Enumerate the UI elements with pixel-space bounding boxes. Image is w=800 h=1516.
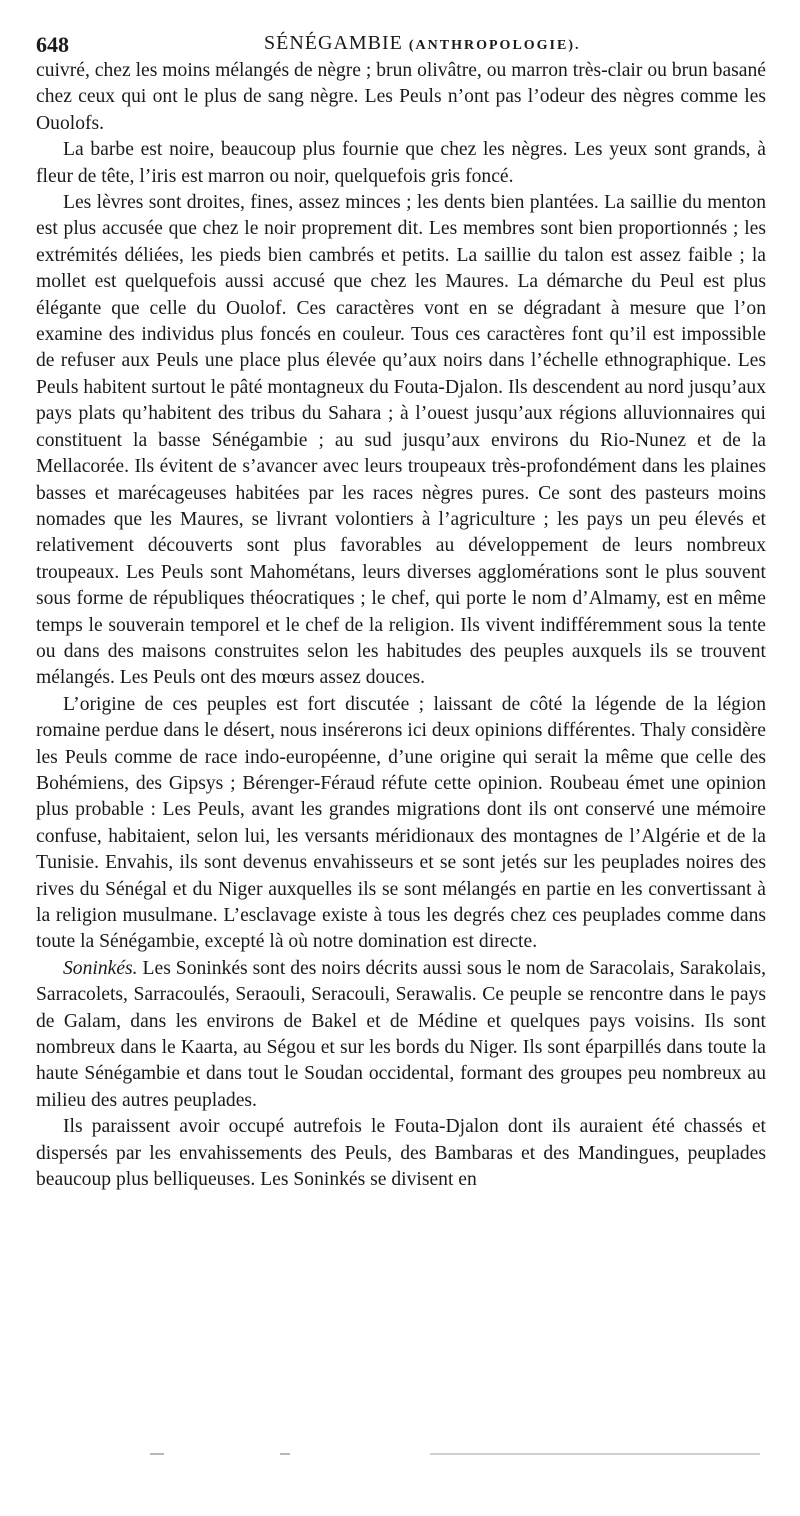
paragraph-4 [36,692,766,956]
paragraph-text: cuivré, chez les moins mélangés de nègre ; brun olivâtre, ou marron très-clair ou brun basané chez ceux qui ont le plus de sang nègre. Les Peuls n’ont pas l’odeur des nègres comme les Ouolofs. [36,60,766,134]
paragraph-text: Les Soninkés sont des noirs décrits aussi sous le nom de Saracolais, Sarakolais, Sarracolets, Sarracoulés, Seraouli, Seracouli, Serawalis. Ce peuple se rencontre dans le pays de Galam, dans les environs de Bakel et de Médine et quelques pays voisins. Ils sont nombreux dans le Kaarta, au Ségou et sur les bords du Niger. Ils sont éparpillés dans toute la haute Sénégambie et dans tout le Soudan occidental, formant des groupes peu nombreux au milieu des autres peuplades. [36,957,766,1111]
scan-mark [150,1453,164,1455]
paragraph-text: La barbe est noire, beaucoup plus fournie que chez les nègres. Les yeux sont grands, à fleur de tête, l’iris est marron ou noir, quelquefois gris foncé. [36,139,766,187]
page-number: 648 [36,32,69,57]
scan-mark [430,1453,760,1455]
footer-scan-marks [150,1453,770,1459]
paragraph-5 [36,956,766,1114]
paragraph-text: Les lèvres sont droites, fines, assez minces ; les dents bien plantées. La saillie du menton est plus accusée que chez le noir proprement dit. Les membres sont bien proportionnés ; les extrémités déliées, les pieds bien cambrés et petits. La saillie du talon est assez faible ; la mollet est quelquefois aussi accusé que chez les Maures. La démarche du Peul est plus élégante que celle du Ouolof. Ces caractères vont en se dégradant à mesure que l’on examine des individus plus foncés en couleur. Tous ces caractères font qu’il est impossible de refuser aux Peuls une place plus élevée qu’aux noirs dans l’échelle ethnographique. Les Peuls habitent surtout le pâté montagneux du Fouta-Djalon. Ils descendent au nord jusqu’aux pays plats qu’habitent des tribus du Sahara ; à l’ouest jusqu’aux régions alluvionnaires qui constituent la basse Sénégambie ; au sud jusqu’aux environs du Rio-Nunez et de la Mellacorée. Ils évitent de s’avancer avec leurs troupeaux très-profondément dans les plaines basses et marécageuses habitées par les races nègres pures. Ce sont des pasteurs moins nomades que les Maures, se livrant volontiers à l’agriculture ; les pays un peu élevés et relativement découverts sont plus favorables au développement de leurs nombreux troupeaux. Les Peuls sont Mahométans, leurs diverses agglomérations sont le plus souvent sous forme de républiques théocratiques ; le chef, qui porte le nom d’Almamy, est en même temps le souverain temporel et le chef de la religion. Ils vivent indifféremment sous la tente ou dans des maisons construites selon les habitudes des peuples auxquels ils se trouvent mélangés. Les Peuls ont des mœurs assez douces. [36,192,766,689]
running-head [264,32,581,55]
scan-mark [280,1453,290,1455]
paragraph-3 [36,190,766,692]
paragraph-text: Ils paraissent avoir occupé autrefois le Fouta-Djalon dont ils auraient été chassés et dispersés par les envahissements des Peuls, des Bambaras et des Mandingues, peuplades beaucoup plus belliqueuses. Les Soninkés se divisent en [36,1116,766,1191]
paragraph-2 [36,137,766,190]
body-text [36,58,766,1193]
section-lead-soninkes: Soninkés. [63,957,138,979]
paragraph-1 [36,58,766,137]
document-page [36,20,766,1193]
paragraph-text: L’origine de ces peuples est fort discutée ; laissant de côté la légende de la légion romaine perdue dans le désert, nous insérerons ici deux opinions différentes. Thaly considère les Peuls comme de race indo-européenne, d’une origine qui serait la même que celle des Bohémiens, des Gipsys ; Bérenger-Féraud réfute cette opinion. Roubeau émet une opinion plus probable : Les Peuls, avant les grandes migrations dont ils ont conservé une mémoire confuse, habitaient, selon lui, les versants méridionaux des montagnes de l’Algérie et de la Tunisie. Envahis, ils sont devenus envahisseurs et se sont jetés sur les peuplades noires des rives du Sénégal et du Niger auxquelles ils se sont mélangés en partie en les convertissant à la religion musulmane. L’esclavage existe à tous les degrés chez ces peuplades comme dans toute la Sénégambie, excepté là où notre domination est directe. [36,693,766,953]
running-head-subtitle: (ANTHROPOLOGIE). [408,38,581,53]
paragraph-6 [36,1114,766,1193]
page-header [36,20,766,58]
running-head-title: SÉNÉGAMBIE [264,32,403,54]
